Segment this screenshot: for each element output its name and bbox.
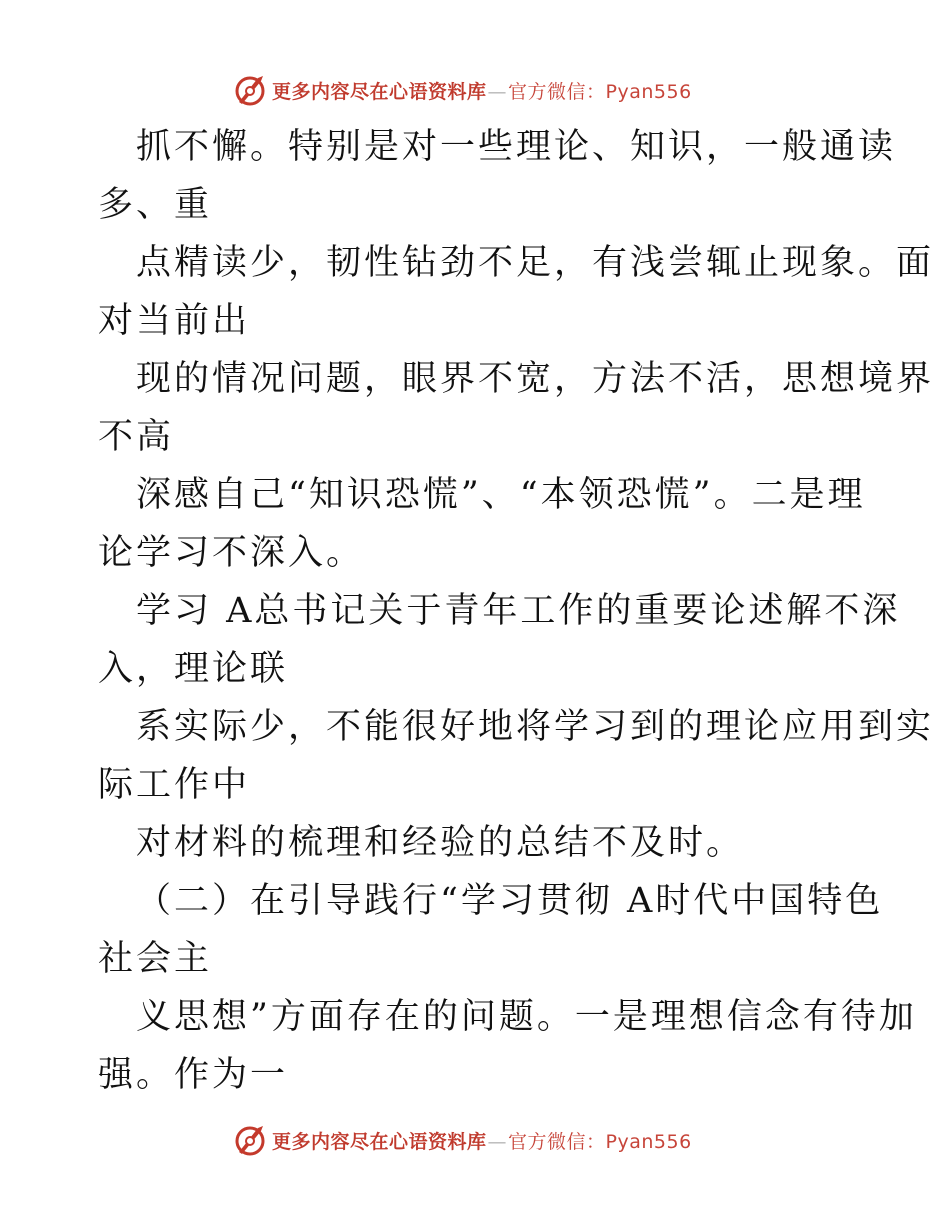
quill-logo-icon (232, 72, 268, 108)
text-line: 多、重 (98, 185, 213, 225)
text-line: 系实际少，不能很好地将学习到的理论应用到实 (136, 707, 935, 747)
text-line: 入，理论联 (98, 649, 289, 689)
watermark-brand: 更多内容尽在心语资料库 (272, 80, 487, 103)
text-line: 深感自己“知识恐慌”、“本领恐慌”。二是理 (136, 475, 866, 515)
quill-logo-icon (232, 1122, 268, 1158)
text-line: （二）在引导践行“学习贯彻 A时代中国特色 (136, 881, 884, 921)
text-line: 对材料的梳理和经验的总结不及时。 (136, 823, 745, 863)
text-line: 义思想”方面存在的问题。一是理想信念有待加 (136, 997, 917, 1037)
watermark-separator: — (487, 1130, 508, 1153)
text-line: 不高 (98, 417, 175, 457)
text-line: 现的情况问题，眼界不宽，方法不活，思想境界 (136, 359, 935, 399)
watermark-text (272, 1127, 692, 1154)
text-line: 社会主 (98, 939, 213, 979)
watermark-brand: 更多内容尽在心语资料库 (272, 1130, 487, 1153)
document-body (98, 118, 935, 1104)
text-line: 强。作为一 (98, 1055, 289, 1095)
watermark-contact: 官方微信：Pyan556 (508, 80, 692, 103)
text-line: 际工作中 (98, 765, 251, 805)
text-line: 点精读少，韧性钻劲不足，有浅尝辄止现象。面 (136, 243, 935, 283)
text-line: 对当前出 (98, 301, 251, 341)
watermark-text (272, 77, 692, 104)
watermark-separator: — (487, 80, 508, 103)
header-watermark (232, 70, 692, 110)
text-line: 学习 A总书记关于青年工作的重要论述解不深 (136, 591, 901, 631)
text-line: 抓不懈。特别是对一些理论、知识，一般通读 (136, 127, 897, 167)
footer-watermark (232, 1120, 692, 1160)
text-line: 论学习不深入。 (98, 533, 365, 573)
watermark-contact: 官方微信：Pyan556 (508, 1130, 692, 1153)
